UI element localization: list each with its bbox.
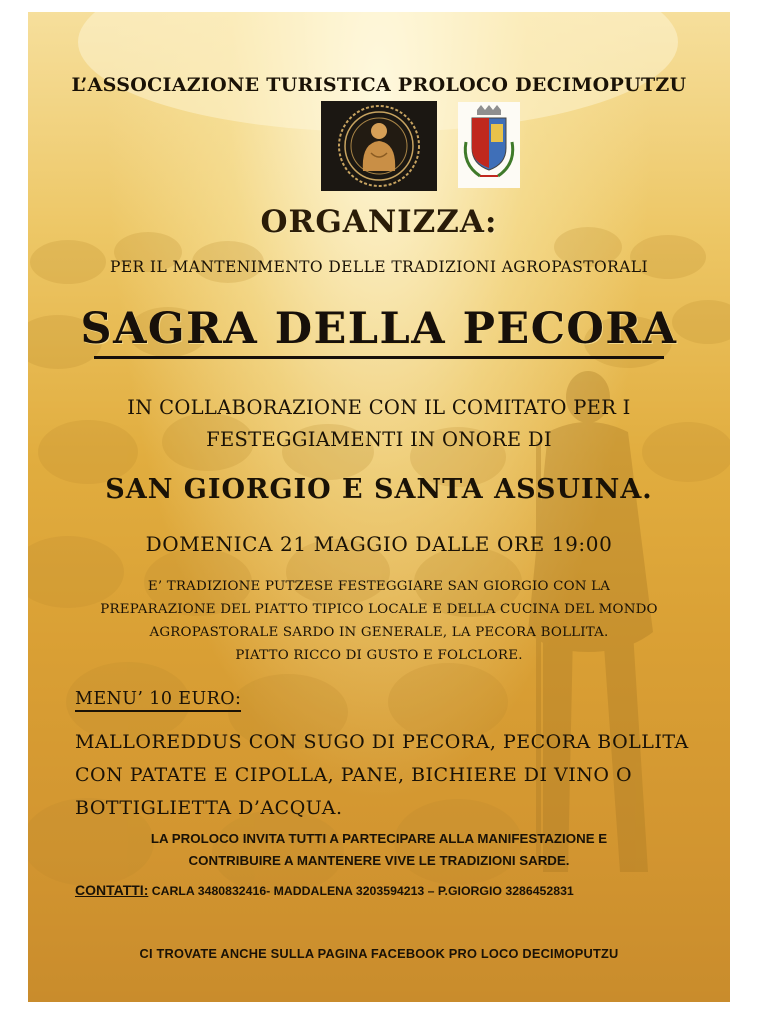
menu-line: CON PATATE E CIPOLLA, PANE, BICHIERE DI VINO O bbox=[75, 764, 633, 786]
description-line: AGROPASTORALE SARDO IN GENERALE, LA PECORA BOLLITA. bbox=[149, 625, 609, 640]
saints-heading: SAN GIORGIO E SANTA ASSUINA. bbox=[105, 474, 653, 505]
contacts-numbers: CARLA 3480832416- MADDALENA 3203594213 – P.GIORGIO 3286452831 bbox=[151, 884, 574, 898]
menu-items bbox=[75, 726, 695, 825]
event-date-time: DOMENICA 21 MAGGIO DALLE ORE 19:00 bbox=[145, 532, 613, 556]
description-text bbox=[28, 575, 730, 667]
event-poster bbox=[28, 12, 730, 1002]
facebook-note: CI TROVATE ANCHE SULLA PAGINA FACEBOOK PRO LOCO DECIMOPUTZU bbox=[139, 946, 619, 961]
menu-line: MALLOREDDUS CON SUGO DI PECORA, PECORA BOLLITA bbox=[75, 731, 689, 753]
invitation-line: LA PROLOCO INVITA TUTTI A PARTECIPARE ALLA MANIFESTAZIONE E bbox=[150, 831, 608, 846]
invitation-text bbox=[28, 828, 730, 872]
association-name: L’ASSOCIAZIONE TURISTICA PROLOCO DECIMOPUTZU bbox=[71, 74, 687, 96]
decimoputzu-coat-of-arms bbox=[458, 102, 520, 188]
menu-line: BOTTIGLIETTA D’ACQUA. bbox=[75, 797, 343, 819]
event-title: SAGRA DELLA PECORA bbox=[80, 304, 678, 354]
contacts-label: CONTATTI: bbox=[75, 882, 149, 898]
description-line: PREPARAZIONE DEL PIATTO TIPICO LOCALE E DELLA CUCINA DEL MONDO bbox=[100, 602, 658, 617]
collaboration-line: IN COLLABORAZIONE CON IL COMITATO PER I bbox=[127, 396, 631, 419]
collaboration-line: FESTEGGIAMENTI IN ONORE DI bbox=[206, 428, 552, 451]
contacts-line bbox=[75, 882, 715, 898]
purpose-line: PER IL MANTENIMENTO DELLE TRADIZIONI AGROPASTORALI bbox=[109, 258, 648, 276]
collaboration-text bbox=[28, 392, 730, 456]
organizza-heading: ORGANIZZA: bbox=[260, 204, 498, 240]
description-line: PIATTO RICCO DI GUSTO E FOLCLORE. bbox=[235, 648, 523, 663]
menu-title: MENU’ 10 EURO: bbox=[75, 688, 241, 712]
title-underline bbox=[94, 356, 664, 359]
proloco-logo bbox=[321, 101, 437, 191]
invitation-line: CONTRIBUIRE A MANTENERE VIVE LE TRADIZIONI SARDE. bbox=[188, 853, 570, 868]
description-line: E’ TRADIZIONE PUTZESE FESTEGGIARE SAN GIORGIO CON LA bbox=[147, 579, 611, 594]
